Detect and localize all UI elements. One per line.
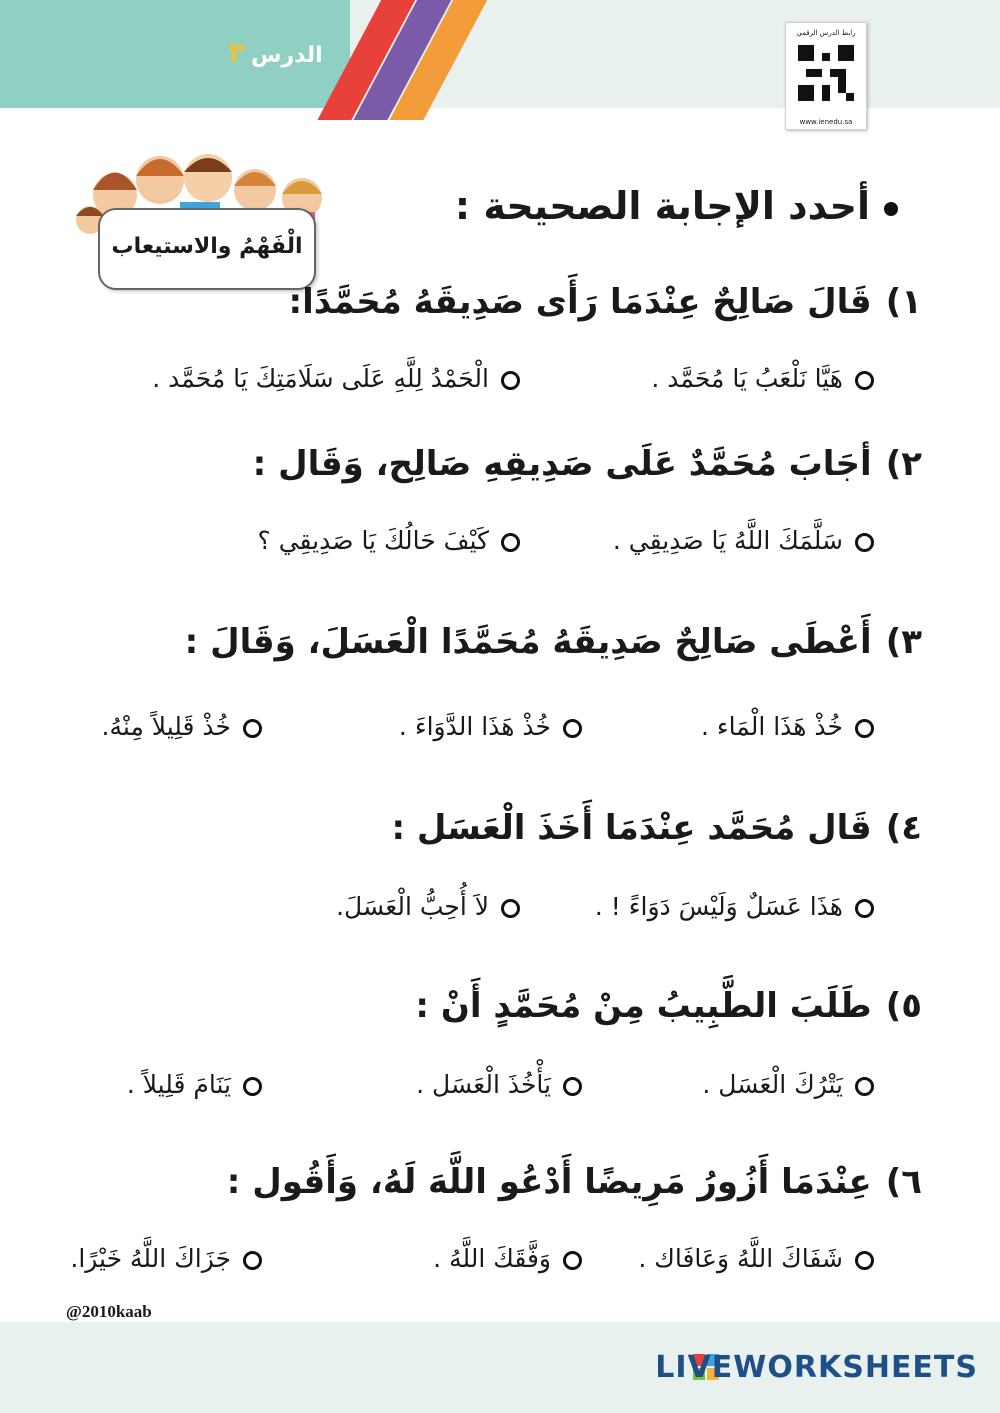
q2-option-1[interactable] (613, 526, 874, 555)
qr-url: www.ienedu.sa (799, 118, 853, 126)
option-label: جَزَاكَ اللَّهُ خَيْرًا. (70, 1244, 231, 1273)
radio-circle-icon[interactable] (501, 371, 520, 390)
radio-circle-icon[interactable] (855, 1251, 874, 1270)
question-number: ٣) (885, 622, 922, 662)
option-label: هَذَا عَسَلٌ وَلَيْسَ دَوَاءً ! . (594, 892, 843, 921)
radio-circle-icon[interactable] (855, 533, 874, 552)
option-label: يَأْخُذَ الْعَسَل . (416, 1070, 551, 1099)
radio-circle-icon[interactable] (501, 899, 520, 918)
question-text: أَعْطَى صَالِحٌ صَدِيقَهُ مُحَمَّدًا الْعَسَلَ، وَقَالَ : (184, 622, 872, 662)
q4-option-1[interactable] (595, 892, 874, 921)
question-1 (289, 282, 922, 322)
option-label: خُذْ قَلِيلاً مِنْهُ. (101, 712, 231, 741)
radio-circle-icon[interactable] (563, 1077, 582, 1096)
q6-option-2[interactable] (433, 1244, 582, 1273)
option-label: هَيَّا نَلْعَبُ يَا مُحَمَّد . (651, 364, 843, 393)
lesson-title (228, 36, 323, 69)
question-number: ٢) (885, 444, 922, 484)
question-number: ٥) (885, 986, 922, 1026)
question-number: ٤) (885, 808, 922, 848)
question-text: طَلَبَ الطَّبِيبُ مِنْ مُحَمَّدٍ أَنْ : (415, 986, 872, 1026)
q1-option-2[interactable] (152, 364, 520, 393)
question-4 (391, 808, 922, 848)
question-text: أجَابَ مُحَمَّدٌ عَلَى صَدِيقِهِ صَالِح، وَقَال : (252, 444, 872, 484)
comprehension-sign (98, 208, 316, 290)
q3-option-3[interactable] (102, 712, 262, 741)
q3-option-1[interactable] (701, 712, 874, 741)
author-handle: @2010kaab (66, 1302, 152, 1321)
radio-circle-icon[interactable] (243, 1251, 262, 1270)
radio-circle-icon[interactable] (855, 899, 874, 918)
option-label: الْحَمْدُ لِلَّهِ عَلَى سَلَامَتِكَ يَا مُحَمَّد . (152, 364, 489, 393)
q5-option-2[interactable] (416, 1070, 582, 1099)
q6-option-3[interactable] (70, 1244, 262, 1273)
q3-option-2[interactable] (399, 712, 582, 741)
question-text: قَالَ صَالِحٌ عِنْدَمَا رَأَى صَدِيقَهُ مُحَمَّدًا: (288, 282, 872, 322)
bullet-icon (884, 202, 898, 216)
radio-circle-icon[interactable] (243, 1077, 262, 1096)
option-label: يَتْرُكَ الْعَسَل . (702, 1070, 843, 1099)
radio-circle-icon[interactable] (563, 719, 582, 738)
q5-option-1[interactable] (702, 1070, 874, 1099)
lesson-number: ٣ (228, 36, 246, 69)
option-label: خُذْ هَذَا الدَّوَاءَ . (398, 712, 551, 741)
question-3 (185, 622, 922, 662)
qr-card[interactable] (785, 22, 867, 130)
question-text: قَال مُحَمَّد عِنْدَمَا أَخَذَ الْعَسَل : (391, 808, 872, 848)
option-label: لاَ أُحِبُّ الْعَسَلَ. (336, 892, 489, 921)
qr-code-icon (798, 45, 854, 101)
option-label: شَفَاكَ اللَّهُ وَعَافَاك . (638, 1244, 843, 1273)
q5-option-3[interactable] (127, 1070, 262, 1099)
option-label: خُذْ هَذَا الْمَاء . (700, 712, 843, 741)
radio-circle-icon[interactable] (243, 719, 262, 738)
option-label: وَفَّقَكَ اللَّهُ . (433, 1244, 551, 1273)
instruction-text: أحدد الإجابة الصحيحة : (454, 184, 870, 228)
question-5 (415, 986, 922, 1026)
liveworksheets-logo[interactable]: LIVEWORKSHEETS (655, 1350, 978, 1385)
question-text: عِنْدَمَا أَزُورُ مَرِيضًا أَدْعُو اللَّهَ لَهُ، وَأَقُول : (226, 1162, 872, 1202)
radio-circle-icon[interactable] (855, 371, 874, 390)
sign-label: الْفَهْمُ والاستيعاب (111, 234, 303, 259)
radio-circle-icon[interactable] (501, 533, 520, 552)
question-number: ٦) (885, 1162, 922, 1202)
instruction-heading (455, 184, 898, 228)
question-2 (253, 444, 922, 484)
q4-option-2[interactable] (336, 892, 520, 921)
radio-circle-icon[interactable] (855, 719, 874, 738)
question-6 (227, 1162, 922, 1202)
option-label: يَنَامَ قَلِيلاً . (126, 1070, 231, 1099)
lesson-label: الدرس (251, 43, 323, 68)
radio-circle-icon[interactable] (563, 1251, 582, 1270)
qr-title: رابط الدرس الرقمي (796, 29, 856, 37)
radio-circle-icon[interactable] (855, 1077, 874, 1096)
option-label: سَلَّمَكَ اللَّهُ يَا صَدِيقِي . (612, 526, 843, 555)
option-label: كَيْفَ حَالُكَ يَا صَدِيقِي ؟ (257, 526, 489, 555)
question-number: ١) (885, 282, 922, 322)
q6-option-1[interactable] (638, 1244, 874, 1273)
q1-option-1[interactable] (651, 364, 874, 393)
q2-option-2[interactable] (257, 526, 520, 555)
